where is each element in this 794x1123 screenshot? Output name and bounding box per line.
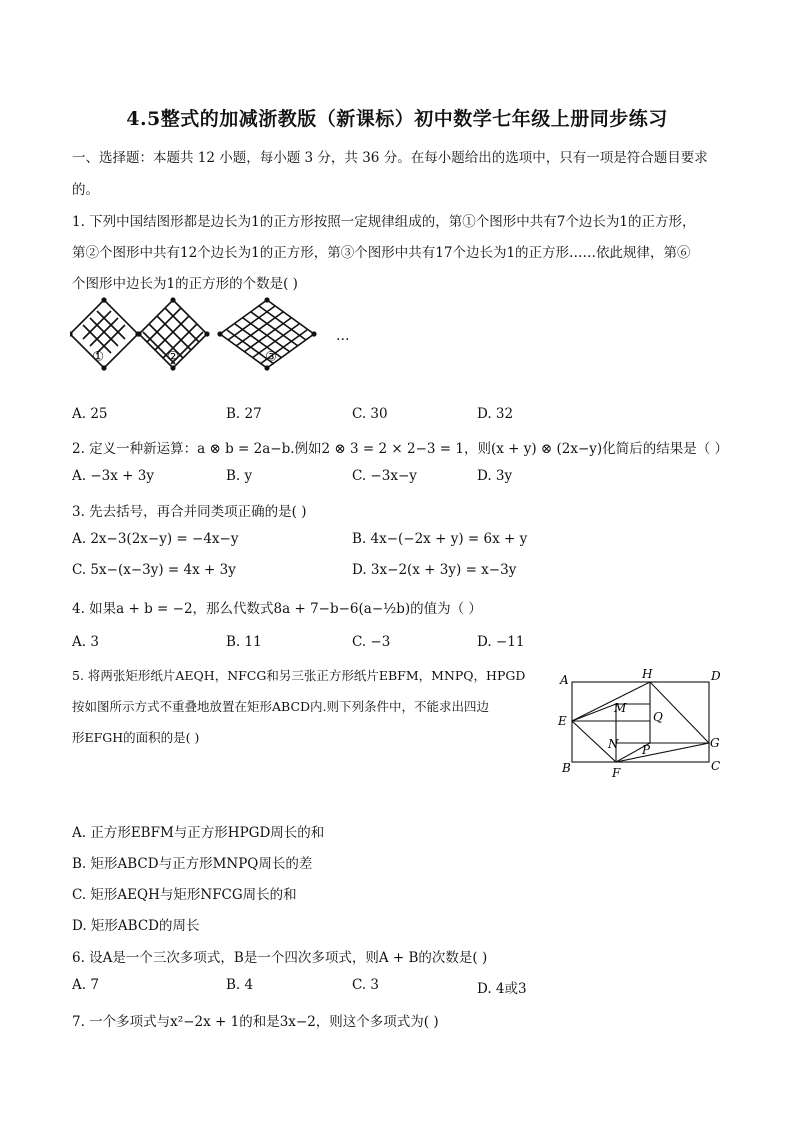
q1-option-a: A. 25 <box>72 406 108 422</box>
q1-figure-label-1: ① <box>92 349 105 365</box>
q2-stem: 2. 定义一种新运算：a ⊗ b = 2a−b.例如2 ⊗ 3 = 2 × 2−3 = 1，则(x + y) ⊗ (2x−y)化简后的结果是（ ） <box>72 441 728 457</box>
q4-option-d: D. −11 <box>477 634 525 650</box>
q4-option-b: B. 11 <box>226 634 262 650</box>
point-label-d: D <box>711 669 721 683</box>
q1-ellipsis: … <box>336 328 350 344</box>
q1-stem-line2: 第②个图形中共有12个边长为1的正方形，第③个图形中共有17个边长为1的正方形……依此规律，第⑥ <box>72 245 691 261</box>
q1-option-b: B. 27 <box>226 406 262 422</box>
q6-option-a: A. 7 <box>72 977 99 993</box>
q4-stem: 4. 如果a + b = −2，那么代数式8a + 7−b−6(a−½b)的值为（ ） <box>72 601 482 617</box>
q4-option-c: C. −3 <box>352 634 391 650</box>
q1-stem-line1: 1. 下列中国结图形都是边长为1的正方形按照一定规律组成的，第①个图形中共有7个边长为1的正方形， <box>72 214 696 230</box>
section-heading-line1: 一、选择题：本题共 12 小题，每小题 3 分，共 36 分。在每小题给出的选项中，只有一项是符合题目要求 <box>72 150 708 166</box>
point-label-p: P <box>642 743 651 757</box>
q4-option-a: A. 3 <box>72 634 99 650</box>
q1-figure-label-2: ② <box>167 349 180 365</box>
q5-stem-line2: 按如图所示方式不重叠地放置在矩形ABCD内.则下列条件中，不能求出四边 <box>72 699 490 714</box>
q1-stem-line3: 个图形中边长为1的正方形的个数是( ) <box>72 276 298 292</box>
q3-stem: 3. 先去括号，再合并同类项正确的是( ) <box>72 504 307 520</box>
q3-option-c: C. 5x−(x−3y) = 4x + 3y <box>72 562 236 578</box>
q1-figure-label-3: ③ <box>265 349 278 365</box>
q3-option-b: B. 4x−(−2x + y) = 6x + y <box>352 531 528 547</box>
q5-option-c: C. 矩形AEQH与矩形NFCG周长的和 <box>72 887 297 903</box>
point-label-e: E <box>558 714 567 728</box>
q5-rectangle-diagram <box>556 666 728 784</box>
q6-option-b: B. 4 <box>226 977 254 993</box>
point-label-c: C <box>711 759 721 773</box>
q6-option-c: C. 3 <box>352 977 380 993</box>
q1-option-c: C. 30 <box>352 406 388 422</box>
point-label-a: A <box>560 673 569 687</box>
point-label-n: N <box>608 737 619 751</box>
q5-stem-line1: 5. 将两张矩形纸片AEQH，NFCG和另三张正方形纸片EBFM，MNPQ，HPGD <box>72 668 526 683</box>
q2-option-b: B. y <box>226 468 253 484</box>
q2-option-a: A. −3x + 3y <box>72 468 154 484</box>
q2-option-c: C. −3x−y <box>352 468 417 484</box>
point-label-f: F <box>612 766 621 780</box>
q1-option-d: D. 32 <box>477 406 514 422</box>
q7-stem: 7. 一个多项式与x²−2x + 1的和是3x−2，则这个多项式为( ) <box>72 1014 439 1030</box>
point-label-m: M <box>614 701 627 715</box>
page-title: 4.5整式的加减浙教版（新课标）初中数学七年级上册同步练习 <box>126 108 668 130</box>
q6-option-d: D. 4或3 <box>477 981 527 997</box>
section-heading-line2: 的。 <box>72 182 99 198</box>
q5-option-a: A. 正方形EBFM与正方形HPGD周长的和 <box>72 825 325 841</box>
q2-option-d: D. 3y <box>477 468 513 484</box>
chinese-knot-figures <box>70 296 370 396</box>
point-label-g: G <box>710 736 720 750</box>
point-label-h: H <box>642 667 653 681</box>
q3-option-d: D. 3x−2(x + 3y) = x−3y <box>352 562 517 578</box>
point-label-q: Q <box>653 710 663 724</box>
q3-option-a: A. 2x−3(2x−y) = −4x−y <box>72 531 239 547</box>
q5-stem-line3: 形EFGH的面积的是( ) <box>72 730 200 745</box>
point-label-b: B <box>562 761 571 775</box>
q5-option-b: B. 矩形ABCD与正方形MNPQ周长的差 <box>72 856 313 872</box>
q6-stem: 6. 设A是一个三次多项式，B是一个四次多项式，则A + B的次数是( ) <box>72 950 488 966</box>
q5-option-d: D. 矩形ABCD的周长 <box>72 918 200 934</box>
